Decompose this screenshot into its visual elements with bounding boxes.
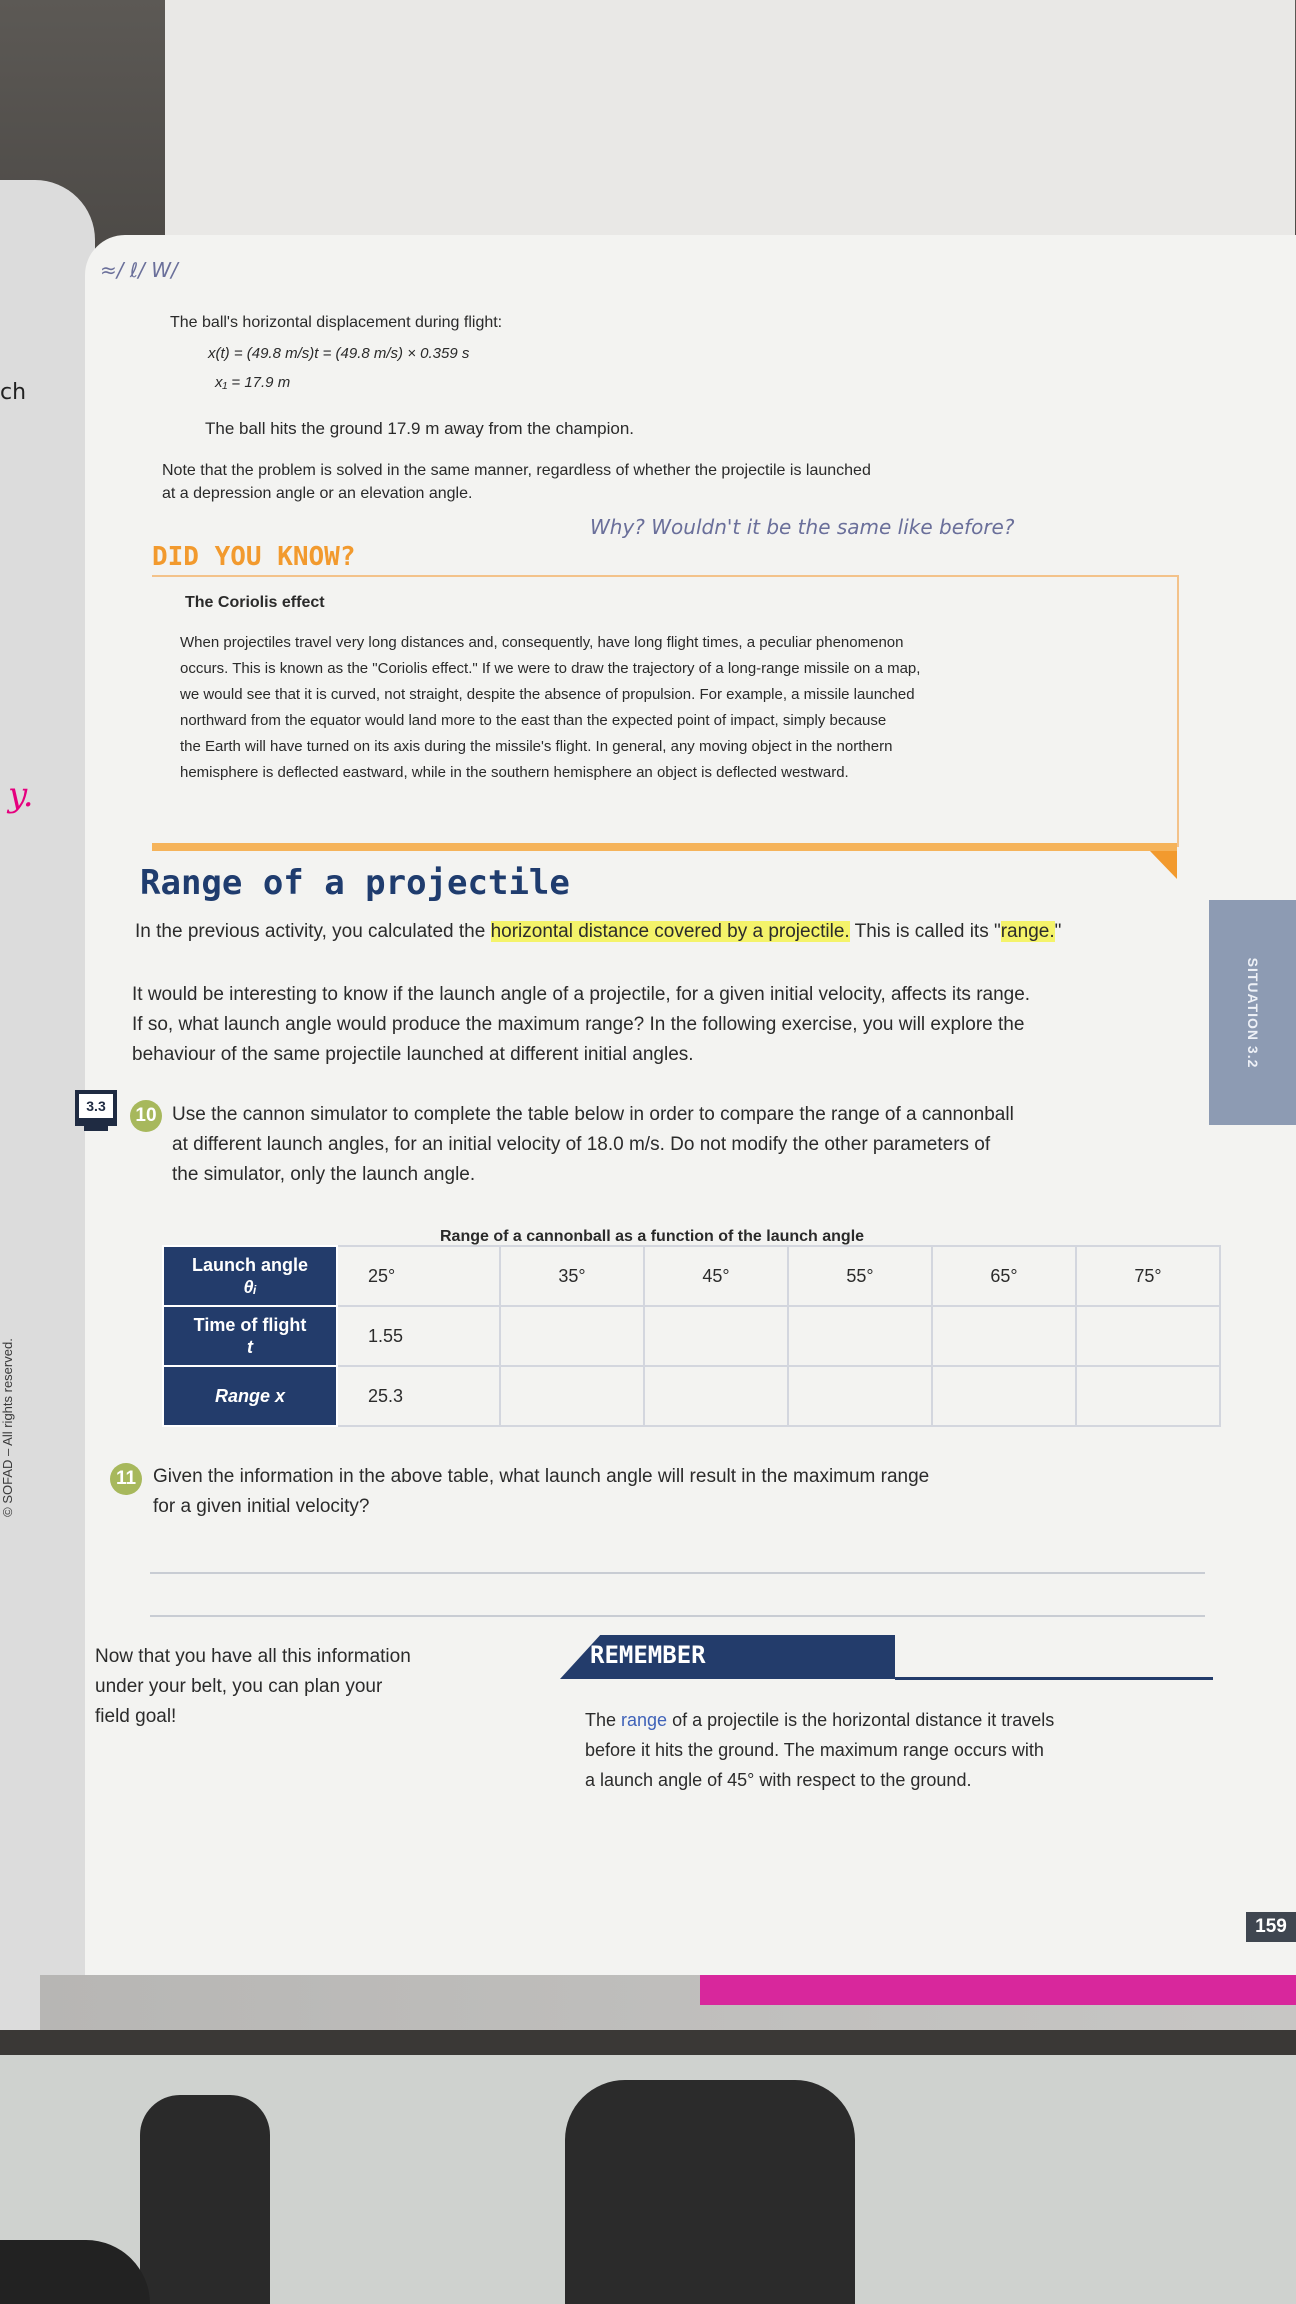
corner-triangle <box>1150 851 1177 879</box>
highlighted-text: horizontal distance covered by a projectile. <box>490 921 850 942</box>
left-page-mark: y. <box>8 775 34 815</box>
answer-line[interactable] <box>150 1615 1205 1617</box>
remember-line: a launch angle of 45° with respect to the ground. <box>585 1770 972 1790</box>
shadow <box>140 2095 270 2304</box>
copyright-text: © SOFAD – All rights reserved. <box>0 1338 15 1517</box>
question-line: at different launch angles, for an initial velocity of 18.0 m/s. Do not modify the other parameters of <box>172 1134 991 1155</box>
header-line: Time of flight <box>193 1315 307 1335</box>
intro-line: The ball's horizontal displacement during flight: <box>170 314 503 331</box>
body-line: we would see that it is curved, not straight, despite the absence of propulsion. For example, a missile launched <box>180 686 915 703</box>
table-cell: 45° <box>644 1246 788 1306</box>
simulator-icon <box>75 1090 117 1126</box>
row-header <box>163 1246 337 1306</box>
note-text: at a depression angle or an elevation angle. <box>162 485 473 502</box>
situation-label: SITUATION 3.2 <box>1244 957 1261 1068</box>
did-you-know-title: DID YOU KNOW? <box>152 542 356 572</box>
closing-text <box>95 1642 515 1732</box>
closing-line: field goal! <box>95 1706 177 1727</box>
section-title: Range of a projectile <box>140 863 570 903</box>
range-term: range <box>621 1710 668 1730</box>
handwritten-note: Why? Wouldn't it be the same like before? <box>590 515 1015 539</box>
question-10-text <box>172 1100 1202 1190</box>
question-line: Given the information in the above table, what launch angle will result in the maximum range <box>153 1466 930 1487</box>
body-line: occurs. This is known as the "Coriolis effect." If we were to draw the trajectory of a long-range missile on a map, <box>180 660 921 677</box>
header-line: Launch angle <box>191 1255 308 1275</box>
table-cell[interactable] <box>932 1366 1076 1426</box>
table-cell[interactable] <box>500 1366 644 1426</box>
equation: x₁ = 17.9 m <box>215 374 291 391</box>
table-cell[interactable] <box>788 1306 932 1366</box>
monitor-stand-icon <box>84 1126 108 1131</box>
remember-line <box>585 1705 1215 1735</box>
remember-rule <box>895 1677 1213 1680</box>
table-cell[interactable] <box>932 1306 1076 1366</box>
table-cell: 55° <box>788 1246 932 1306</box>
paragraph-line: behaviour of the same projectile launched at different initial angles. <box>132 1044 694 1065</box>
book-cover-edge <box>700 1975 1296 2005</box>
table-row <box>163 1246 1220 1306</box>
left-page-fragment: ch <box>0 380 27 405</box>
table-cell: 35° <box>500 1246 644 1306</box>
row-header <box>163 1366 337 1426</box>
table-cell[interactable] <box>1076 1306 1220 1366</box>
remember-title: REMEMBER <box>590 1641 706 1669</box>
table-cell: 25.3 <box>337 1366 500 1426</box>
table-cell[interactable] <box>644 1366 788 1426</box>
handwritten-note: ≈/ ℓ/ W/ <box>100 258 178 282</box>
question-line: for a given initial velocity? <box>153 1496 370 1517</box>
situation-tab <box>1209 900 1296 1125</box>
note-text: Note that the problem is solved in the same manner, regardless of whether the projectile is launched <box>162 462 871 479</box>
did-you-know-subtitle: The Coriolis effect <box>185 594 325 611</box>
question-number: 10 <box>130 1100 162 1132</box>
remember-body <box>585 1705 1215 1795</box>
range-table <box>162 1245 1221 1427</box>
table-cell[interactable] <box>500 1306 644 1366</box>
remember-line: before it hits the ground. The maximum range occurs with <box>585 1740 1044 1760</box>
paragraph-text: In the previous activity, you calculated the <box>135 921 491 942</box>
body-line: the Earth will have turned on its axis during the missile's flight. In general, any moving object in the northern <box>180 738 893 755</box>
header-symbol: θᵢ <box>243 1277 257 1297</box>
table-caption: Range of a cannonball as a function of the launch angle <box>440 1228 865 1245</box>
body-line: When projectiles travel very long distances and, consequently, have long flight times, a peculiar phenomenon <box>180 634 904 651</box>
question-number: 11 <box>110 1463 142 1495</box>
table-row <box>163 1366 1220 1426</box>
equation <box>208 343 469 365</box>
section-paragraph <box>135 917 1061 947</box>
body-line: hemisphere is deflected eastward, while in the southern hemisphere an object is deflected westward. <box>180 764 849 781</box>
remember-text: of a projectile is the horizontal distance it travels <box>667 1710 1055 1730</box>
highlighted-text: range. <box>1000 921 1055 942</box>
header-symbol: t <box>247 1337 253 1357</box>
page-number: 159 <box>1246 1912 1296 1942</box>
background-paper <box>165 0 1295 235</box>
closing-line: under your belt, you can plan your <box>95 1676 383 1697</box>
table-cell: 75° <box>1076 1246 1220 1306</box>
table-row <box>163 1306 1220 1366</box>
header-line: Range x <box>214 1386 286 1406</box>
question-line: the simulator, only the launch angle. <box>172 1164 476 1185</box>
table-cell[interactable] <box>644 1306 788 1366</box>
equation-text: x(t) = (49.8 m/s)t = (49.8 m/s) × 0.359 s <box>208 345 470 362</box>
simulator-label: 3.3 <box>79 1094 113 1118</box>
shadow <box>565 2080 855 2304</box>
closing-line: Now that you have all this information <box>95 1646 411 1667</box>
row-header <box>163 1306 337 1366</box>
table-cell[interactable] <box>788 1366 932 1426</box>
paragraph-line: It would be interesting to know if the launch angle of a projectile, for a given initial velocity, affects its range. <box>132 984 1031 1005</box>
remember-text: The <box>585 1710 622 1730</box>
body-line: northward from the equator would land more to the east than the expected point of impact, simply because <box>180 712 887 729</box>
section-paragraph <box>132 980 1192 1070</box>
question-line: Use the cannon simulator to complete the table below in order to compare the range of a cannonball <box>172 1104 1014 1125</box>
paragraph-text: " <box>1054 921 1062 942</box>
did-you-know-body <box>180 630 1160 786</box>
table-cell: 65° <box>932 1246 1076 1306</box>
answer-line[interactable] <box>150 1572 1205 1574</box>
did-you-know-bar <box>152 843 1177 851</box>
table-cell: 25° <box>337 1246 500 1306</box>
result-text: The ball hits the ground 17.9 m away from the champion. <box>205 419 635 438</box>
table-cell: 1.55 <box>337 1306 500 1366</box>
table-cell[interactable] <box>1076 1366 1220 1426</box>
paragraph-line: If so, what launch angle would produce the maximum range? In the following exercise, you will explore the <box>132 1014 1025 1035</box>
paragraph-text: This is called its " <box>849 921 1001 942</box>
